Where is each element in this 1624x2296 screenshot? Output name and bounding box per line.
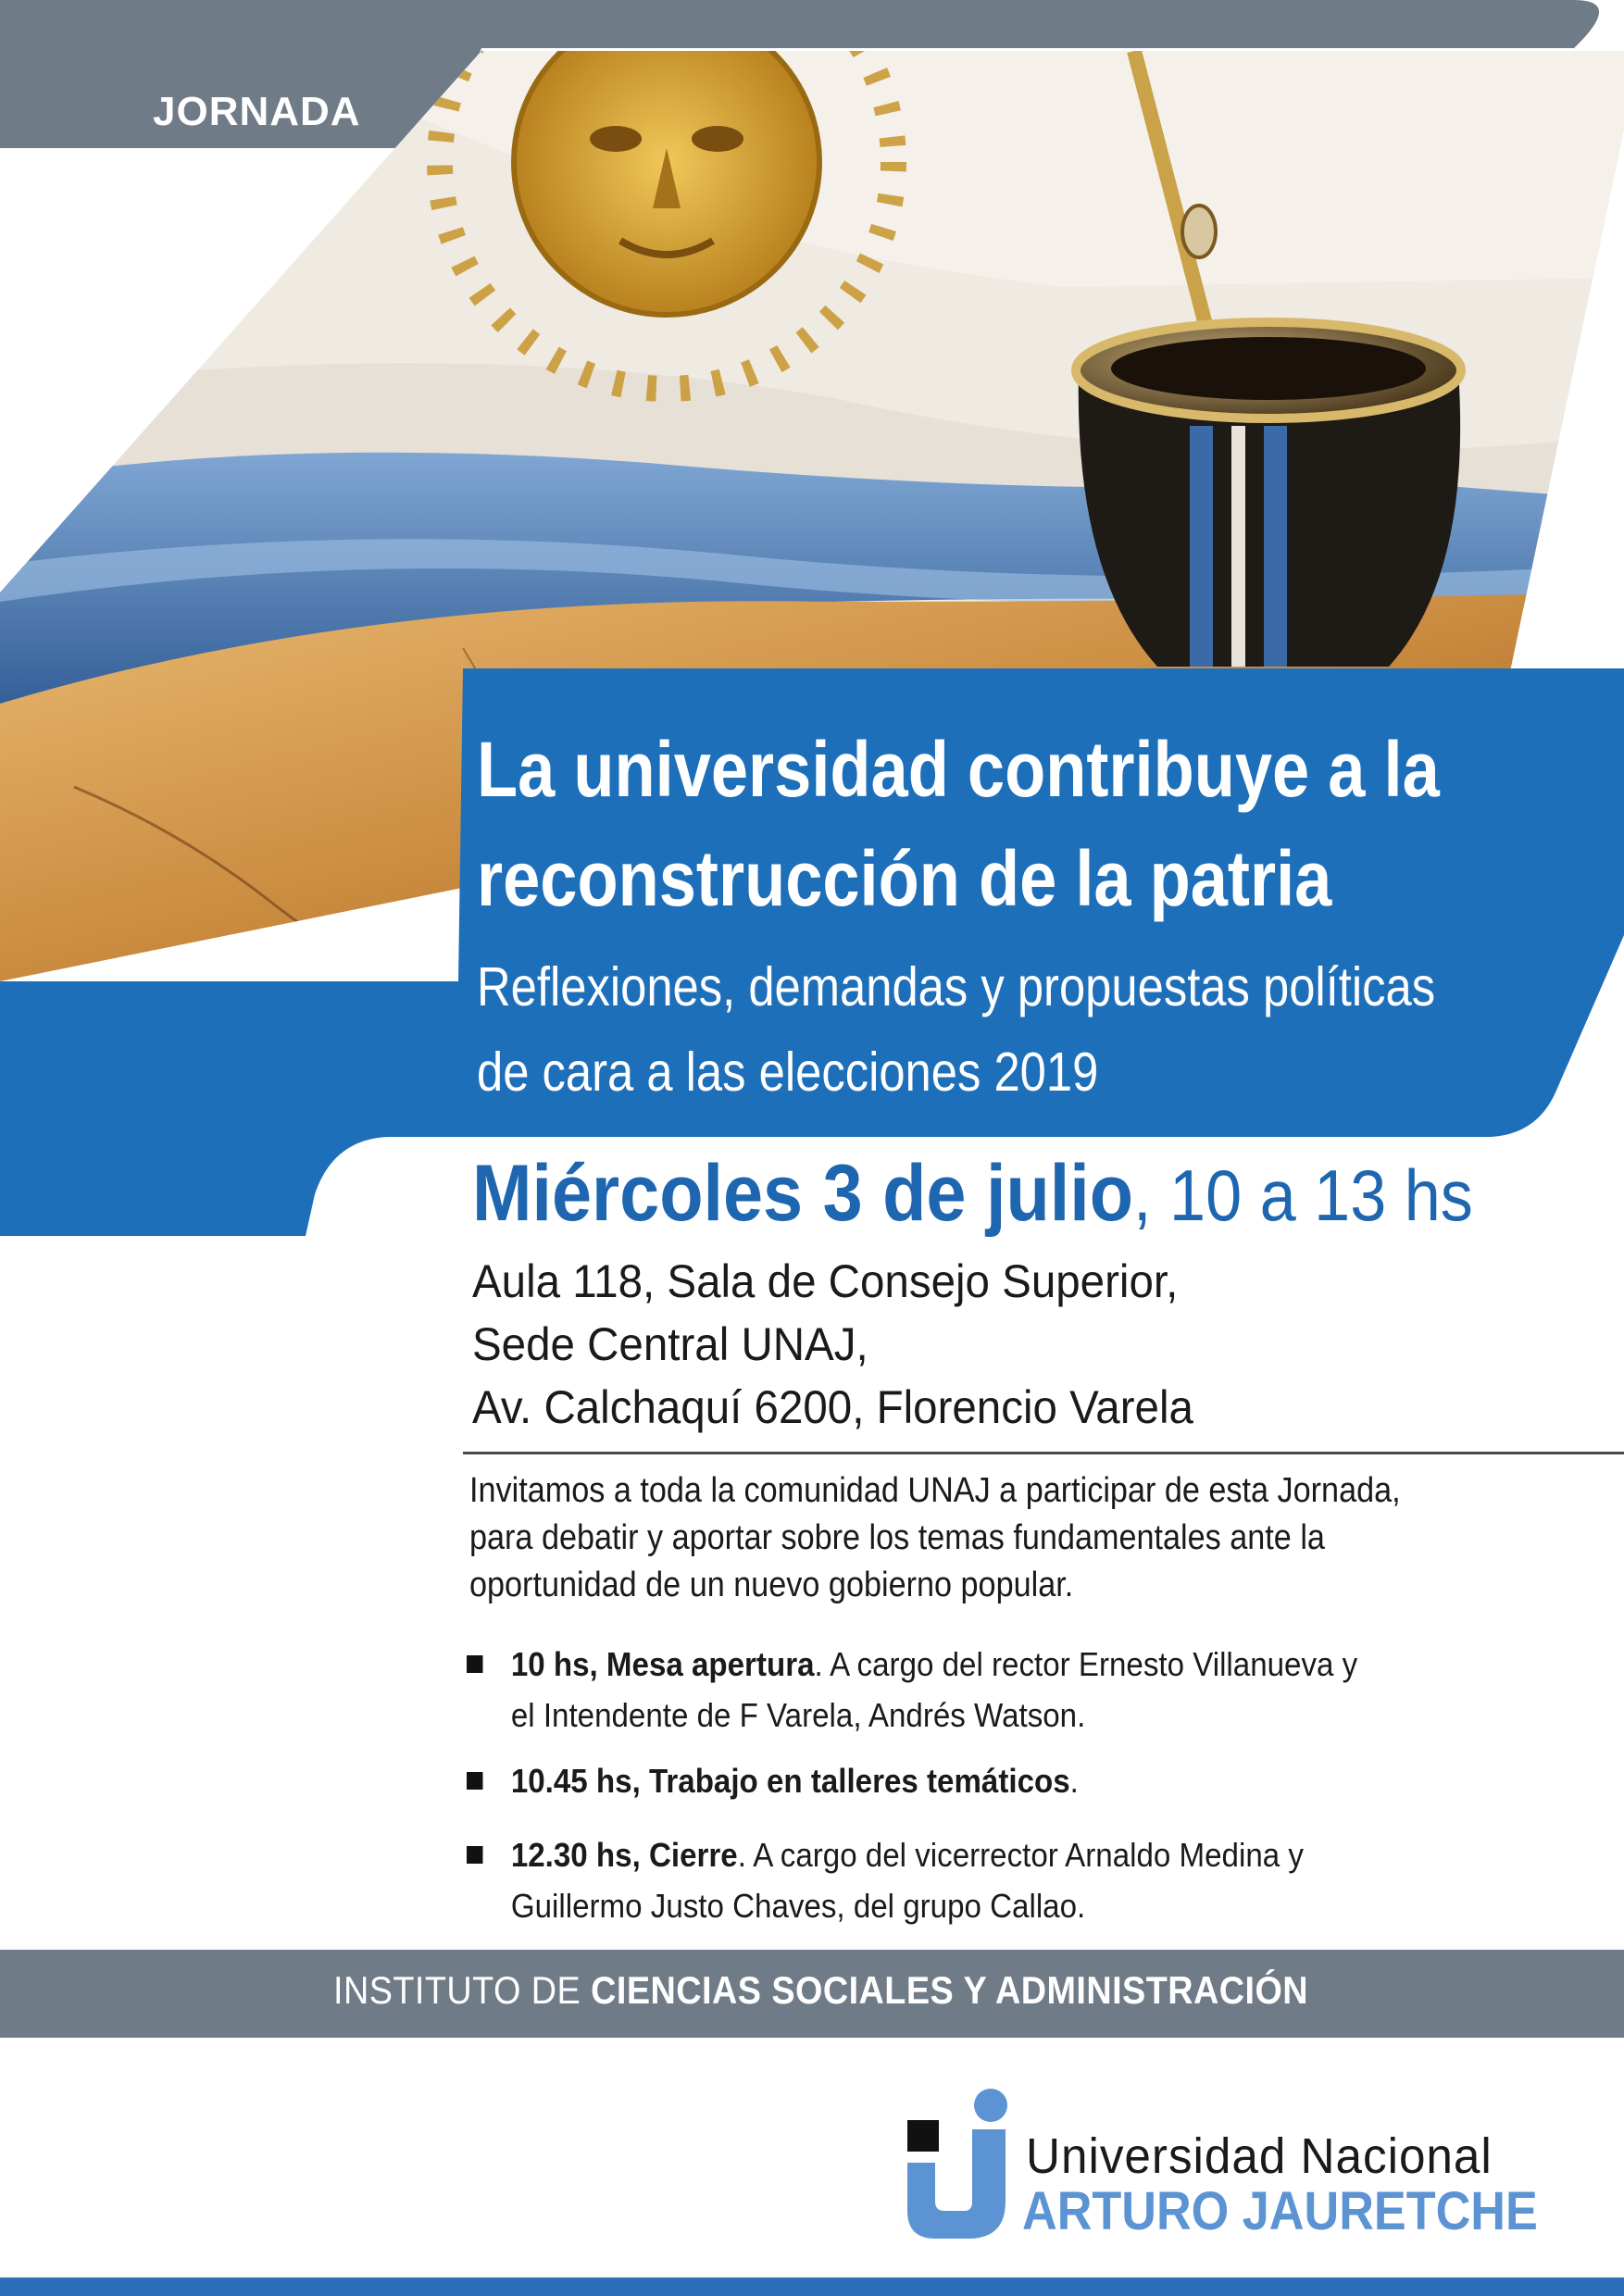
location-line-1: Aula 118, Sala de Consejo Superior, <box>472 1255 1179 1307</box>
event-subtitle <box>477 944 1472 1115</box>
location-line-2: Sede Central UNAJ, <box>472 1318 868 1370</box>
agenda-item-detail: . A cargo del rector Ernesto Villanueva y <box>814 1645 1358 1683</box>
event-subtitle-line-2: de cara a las elecciones 2019 <box>477 1042 1099 1103</box>
event-date: Miércoles 3 de julio <box>472 1149 1134 1238</box>
location-line-3: Av. Calchaquí 6200, Florencio Varela <box>472 1381 1193 1433</box>
agenda-item-text <box>511 1755 1079 1806</box>
agenda-item <box>467 1639 1357 1741</box>
intro-line-1: Invitamos a toda la comunidad UNAJ a participar de esta Jornada, <box>469 1471 1401 1510</box>
agenda-item-continuation: el Intendente de F Varela, Andrés Watson. <box>510 1696 1086 1734</box>
intro-line-2: para debatir y aportar sobre los temas fundamentales ante la <box>469 1518 1325 1557</box>
square-bullet-icon <box>467 1846 482 1864</box>
agenda-item-heading: 10 hs, Mesa apertura <box>510 1645 815 1683</box>
agenda-item <box>467 1829 1304 1931</box>
university-name-line-1: Universidad Nacional <box>1026 2128 1493 2184</box>
institute-name <box>333 1968 1308 2013</box>
square-bullet-icon <box>467 1655 482 1673</box>
intro-line-3: oportunidad de un nuevo gobierno popular. <box>469 1566 1074 1604</box>
unaj-logo-icon <box>907 2083 1018 2240</box>
agenda-item-text <box>511 1639 1357 1690</box>
event-type-label: JORNADA <box>153 89 361 134</box>
university-name-line-2: ARTURO JAURETCHE <box>1022 2181 1538 2241</box>
intro-paragraph <box>469 1467 1401 1609</box>
event-location <box>472 1250 1193 1439</box>
bottom-stripe <box>0 2277 1624 2296</box>
square-bullet-icon <box>467 1772 482 1790</box>
agenda-item-text <box>511 1829 1304 1880</box>
section-divider <box>463 1452 1624 1454</box>
agenda-item-detail: . A cargo del vicerrector Arnaldo Medina y <box>737 1836 1304 1874</box>
event-datetime <box>472 1148 1473 1240</box>
agenda-item <box>467 1755 1079 1806</box>
event-subtitle-line-1: Reflexiones, demandas y propuestas políticas <box>477 956 1436 1017</box>
institute-title: CIENCIAS SOCIALES Y ADMINISTRACIÓN <box>591 1968 1309 2012</box>
event-time: , 10 a 13 hs <box>1133 1154 1473 1236</box>
agenda-item-heading: 10.45 hs, Trabajo en talleres temáticos <box>510 1762 1070 1800</box>
agenda-item-detail: . <box>1069 1762 1079 1800</box>
event-title <box>477 715 1440 933</box>
institute-prefix: INSTITUTO DE <box>333 1968 592 2012</box>
event-title-line-2: reconstrucción de la patria <box>477 835 1332 922</box>
agenda-item-continuation: Guillermo Justo Chaves, del grupo Callao. <box>510 1887 1086 1925</box>
agenda-item-heading: 12.30 hs, Cierre <box>510 1836 738 1874</box>
event-title-line-1: La universidad contribuye a la <box>477 726 1440 813</box>
